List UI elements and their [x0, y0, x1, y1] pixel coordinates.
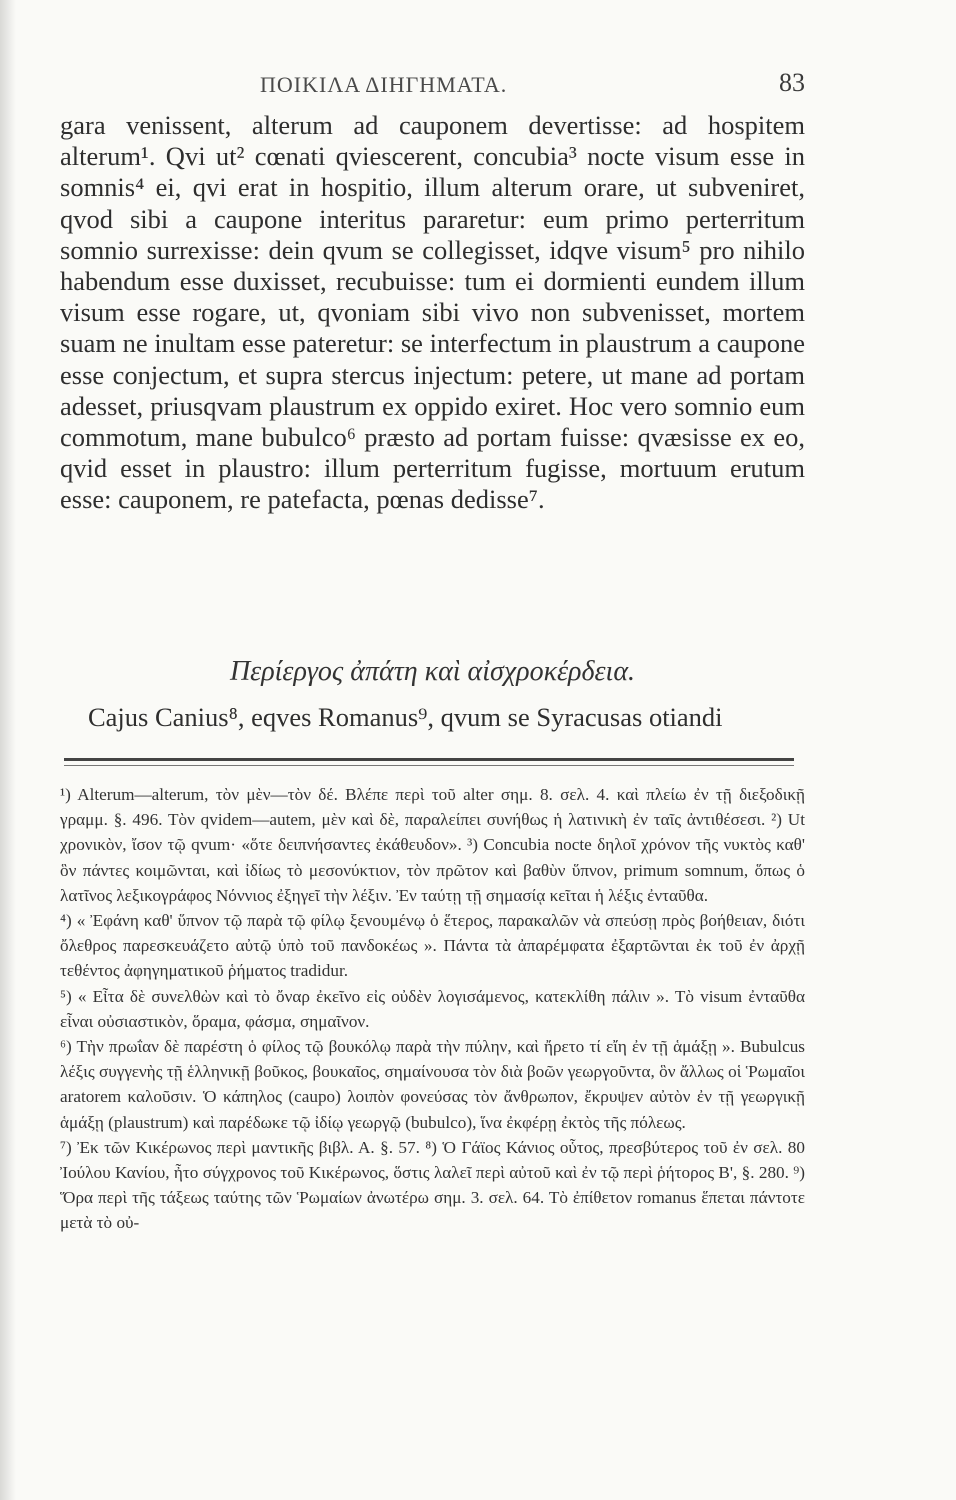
running-head: ΠΟΙΚΙΛΑ ΔΙΗΓΗΜΑΤΑ. — [260, 72, 508, 97]
footnote-7-9: ⁷) Ἐκ τῶν Κικέρωνος περὶ μαντικῆς βιβλ. Α. §. 57. ⁸) Ὁ Γάϊος Κάνιος οὗτος, πρεσβύτερος τοῦ ἐν σελ. 80 Ἰούλου Κανίου, ἦτο σύγχρονος τοῦ Κικέρωνος, ὅστις λαλεῖ περὶ αὐτοῦ καὶ ἐν τῷ περὶ ῥήτορος Β', §. 280. ⁹) Ὅρα περὶ τῆς τάξεως ταύτης τῶν Ῥωμαίων ἀνωτέρω σημ. 3. σελ. 64. Τὸ ἐπίθετον romanus ἕπεται πάντοτε μετὰ τὸ οὐ- — [60, 1137, 805, 1233]
footnote-divider-thin — [64, 765, 794, 766]
section-heading: Περίεργος ἀπάτη καὶ αἰσχροκέρδεια. — [229, 656, 636, 687]
page-header — [60, 70, 805, 106]
footnote-1-3: ¹) Alterum—alterum, τὸν μὲν—τὸν δέ. Βλέπε περὶ τοῦ alter σημ. 8. σελ. 4. καὶ πλείω ἐν τῇ διεξοδικῇ γραμμ. §. 496. Τὸν qvidem—autem, μὲν καὶ δὲ, παραλείπει συνήθως ἡ λατινικὴ ἐν ταῖς ἀντιθέσεσι. ²) Ut χρονικὸν, ἴσον τῷ qvum· «ὅτε δειπνήσαντες ἐκάθευδον». ³) Concubia nocte δηλοῖ χρόνον τῆς νυκτὸς καθ' ὃν πάντες κοιμῶνται, καὶ ἰδίως τὸ μεσονύκτιον, τὸν πρῶτον καὶ βαθὺν ὕπνον, primum somnum, ὅπως ὁ λατῖνος λεξικογράφος Νόννιος ἐξηγεῖ τὴν λέξιν. Ἐν ταύτῃ τῇ σημασίᾳ κεῖται ἡ λέξις ἐνταῦθα. — [60, 785, 805, 905]
footnote-4: ⁴) « Ἐφάνη καθ' ὕπνον τῷ παρὰ τῷ φίλῳ ξενουμένῳ ὁ ἕτερος, παρακαλῶν νὰ σπεύσῃ πρὸς βοήθειαν, διότι ὄλεθρος παρεσκευάζετο αὐτῷ ὑπὸ τοῦ πανδοκέως ». Πάντα τὰ ἀπαρέμφατα ἐξαρτῶνται ἐκ τοῦ ἐν ἀρχῇ τεθέντος ἀφηγηματικοῦ ῥήματος tradidur. — [60, 911, 805, 981]
section-first-line: Cajus Canius⁸, eqves Romanus⁹, qvum se Syracusas otiandi — [88, 702, 723, 732]
footnote-6: ⁶) Τὴν πρωΐαν δὲ παρέστη ὁ φίλος τῷ βουκόλῳ παρὰ τὴν πύλην, καὶ ἤρετο τί εἴη ἐν τῇ ἁμάξῃ ». Bubulcus λέξις συγγενὴς τῇ ἑλληνικῇ βοῦκος, βουκαῖος, σημαίνουσα τὸν διὰ βοῶν γεωργοῦντα, ὃν ἄλλως οἱ Ῥωμαῖοι aratorem καλοῦσιν. Ὁ κάπηλος (caupo) λοιπὸν φονεύσας τὸν ἄνθρωπον, ἔκρυψεν αὐτὸν ἐν τῇ γεωργικῇ ἁμάξῃ (plaustrum) καὶ παρέδωκε τῷ ἰδίῳ γεωργῷ (bubulco), ἵνα ἐκφέρῃ ἐκτὸς τῆς πόλεως. — [60, 1037, 805, 1132]
main-text — [60, 110, 805, 516]
page-number: 83 — [779, 68, 805, 97]
footnotes — [60, 782, 805, 1236]
footnote-divider — [64, 758, 794, 761]
main-paragraph: gara venissent, alterum ad cauponem devertisse: ad hospitem alterum¹. Qvi ut² cœnati qviescerent, concubia³ nocte visum esse in somnis⁴ ei, qvi erat in hospitio, illum alterum orare, ut subveniret, qvod sibi a caupone interitus pararetur: eum primo perterritum somnio surrexisse: dein qvum se collegisset, idqve visum⁵ pro nihilo habendum esse duxisset, recubuisse: tum ei dormienti eundem illum visum esse rogare, ut, qvoniam sibi vivo non subvenisset, mortem suam ne inultam esse pateretur: se interfectum in plaustrum a caupone esse conjectum, et supra stercus injectum: petere, ut mane ad portam adesset, priusqvam plaustrum ex oppido exiret. Hoc vero somnio eum commotum, mane bubulco⁶ præsto ad portam fuisse: qvæsisse ex eo, qvid esset in plaustro: illum perterritum fugisse, mortuum erutum esse: cauponem, re patefacta, pœnas dedisse⁷. — [60, 110, 805, 515]
binding-shadow — [0, 0, 16, 1500]
footnote-5: ⁵) « Εἶτα δὲ συνελθὼν καὶ τὸ ὄναρ ἐκεῖνο εἰς οὐδὲν λογισάμενος, κατεκλίθη πάλιν ». Τὸ visum ἐνταῦθα εἶναι οὐσιαστικὸν, ὅραμα, φάσμα, σημαῖνον. — [60, 986, 805, 1031]
